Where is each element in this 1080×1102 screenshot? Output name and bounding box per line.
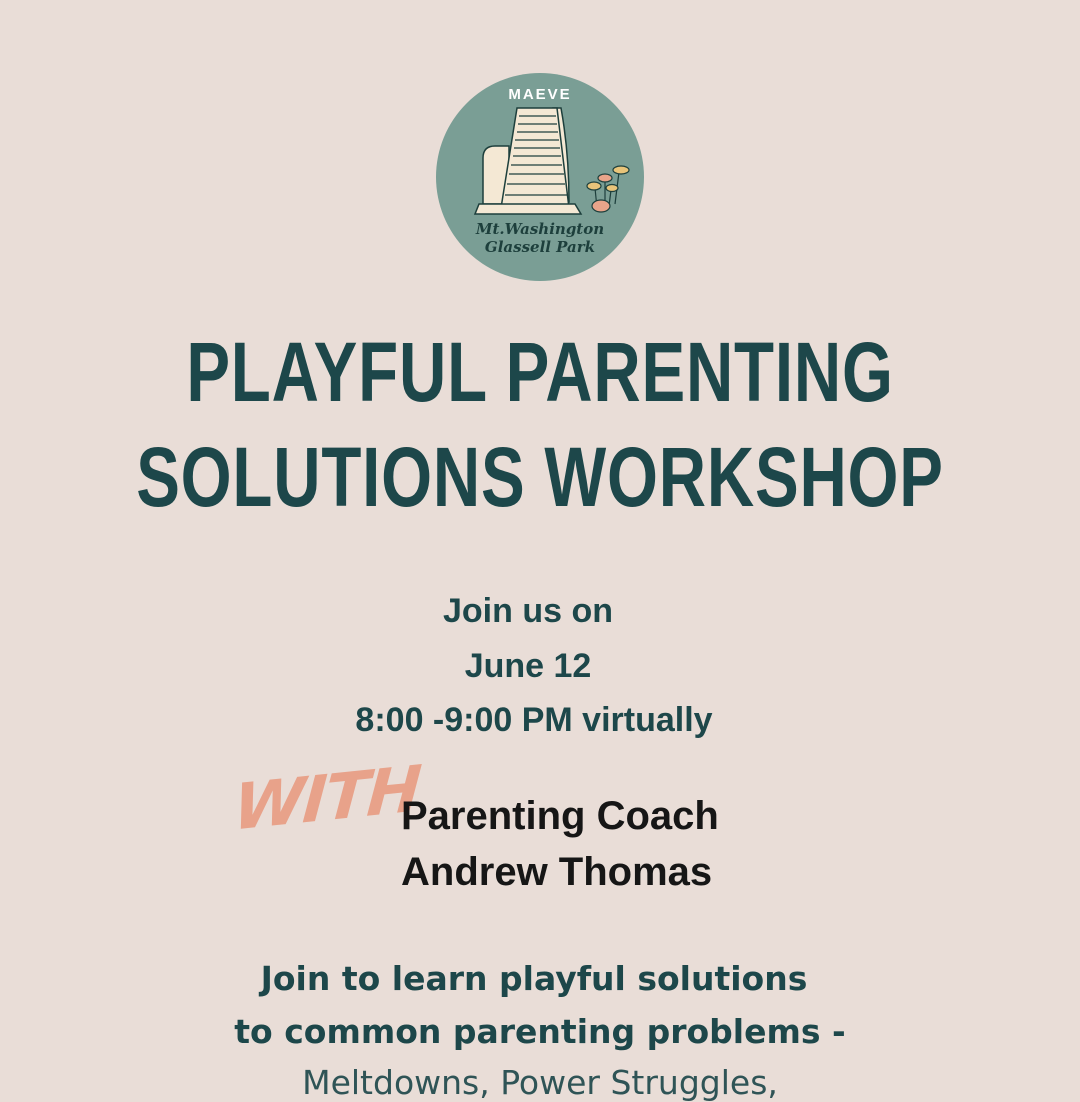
coach-name: Andrew Thomas <box>401 850 713 894</box>
logo-top-text: MAEVE <box>508 86 572 103</box>
with-word-art: WITH <box>230 752 423 846</box>
coach-title: Parenting Coach <box>401 794 719 838</box>
description-line-1: Join to learn playful solutions <box>260 959 808 998</box>
maeve-logo <box>435 72 645 282</box>
logo-location-line-2: Glassell Park <box>484 238 596 256</box>
logo-location-line-1: Mt.Washington <box>475 220 605 238</box>
event-date: June 12 <box>464 647 592 685</box>
description-line-2: to common parenting problems - <box>234 1012 846 1051</box>
title-line-1: PLAYFUL PARENTING <box>186 325 894 419</box>
title-line-2: SOLUTIONS WORKSHOP <box>136 430 944 524</box>
join-us-text: Join us on <box>443 592 613 630</box>
event-time: 8:00 -9:00 PM virtually <box>355 701 713 739</box>
description-line-3: Meltdowns, Power Struggles, <box>302 1063 778 1102</box>
